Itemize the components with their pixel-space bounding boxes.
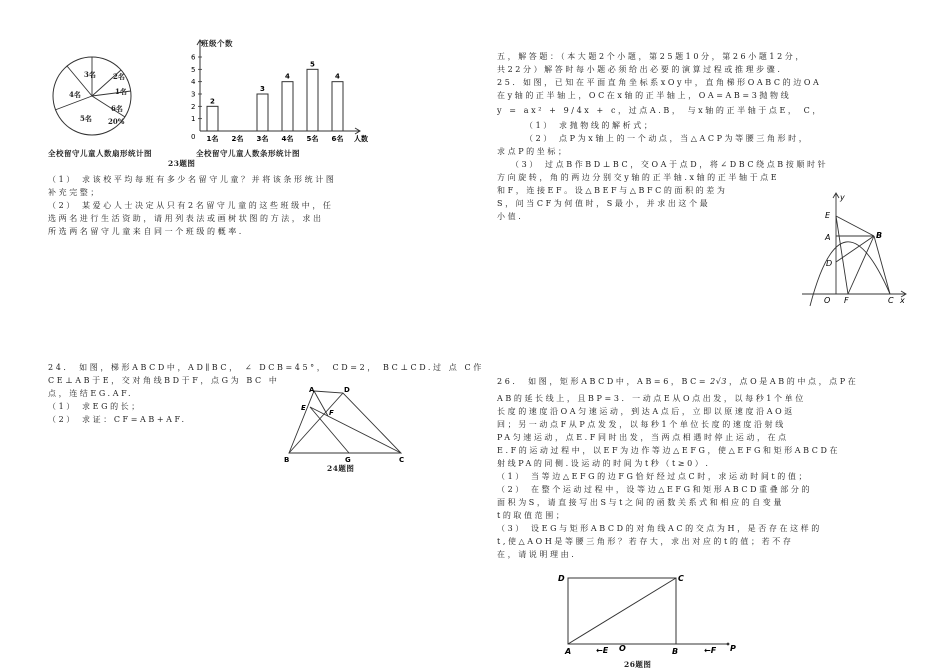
point-label: O	[619, 644, 626, 653]
y-tick-label: 6	[191, 53, 196, 62]
point-label: C	[888, 296, 894, 305]
bar	[257, 94, 268, 131]
pie-label-percent: 20%	[108, 117, 125, 126]
y-tick-label: 5	[191, 65, 196, 74]
q23-line: 所选两名留守儿童来自同一个班级的概率.	[48, 227, 244, 236]
point-label: ←F	[704, 646, 717, 655]
bar	[282, 82, 293, 131]
pie-caption: 全校留守儿童人数扇形统计图	[48, 149, 152, 158]
point-label: O	[824, 296, 831, 305]
x-category-label: 5名	[306, 135, 319, 143]
q26-first-line	[497, 375, 858, 388]
q25-line: （3） 过点B作BD⊥BC，交OA于点D，将∠DBC绕点B按顺时针	[511, 160, 829, 169]
q26-line: E.F的运动过程中，以EF为边作等边△EFG，使△EFG和矩形ABCD在	[497, 446, 841, 455]
pie-label-6: 6名	[111, 104, 123, 113]
q25-line: （2） 点P为x轴上的一个动点，当△ACP为等腰三角形时，	[525, 134, 810, 143]
q25-coordinate-figure	[800, 190, 912, 308]
point-label: C	[678, 574, 684, 583]
q24-text	[48, 361, 484, 426]
q25-line: 五，解答题：（本大题2个小题，第25题10分，第26小题12分，	[497, 52, 807, 61]
q24-line: 点，连结EG.AF.	[48, 389, 134, 398]
q25-line: 在y轴的正半轴上，OC在x轴的正半轴上，OA=AB=3抛物线	[497, 91, 792, 100]
point-label: D	[558, 574, 565, 583]
point-label: B	[284, 456, 290, 464]
pie-label-3: 3名	[84, 70, 96, 79]
bar-value-label: 3	[260, 85, 265, 93]
bar	[307, 69, 318, 131]
axis-label: y	[840, 193, 845, 202]
q26-figure-label: 26题图	[624, 660, 652, 669]
q25-line: S，问当CF为何值时，S最小，并求出这个最	[497, 199, 711, 208]
point-label: B	[672, 647, 679, 656]
bar-value-label: 2	[210, 97, 215, 106]
x-axis-title: 人数	[354, 135, 368, 143]
q24-line: （1） 求EG的长；	[48, 402, 142, 411]
q23-line: （2） 某爱心人士决定从只有2名留守儿童的这些班级中，任	[48, 201, 334, 210]
q26-line: 回；另一动点F从P点发发，以每秒1个单位长度的速度沿射线	[497, 420, 786, 429]
q26-line: （3） 设EG与矩形ABCD的对角线AC的交点为H，是否存在这样的	[497, 524, 822, 533]
bar-value-label: 5	[310, 60, 315, 69]
origin-label: 0	[191, 133, 196, 141]
point-label: F	[844, 296, 849, 305]
q26-line: （1） 当等边△EFG的边FG恰好经过点C时，求运动时间t的值；	[497, 472, 810, 481]
q23-line: （1） 求该校平均每班有多少名留守儿童？并将该条形统计图	[48, 175, 337, 184]
q25-line: 小值.	[497, 212, 524, 221]
q23-line: 选两名进行生活资助，请用列表法或画树状图的方法，求出	[48, 214, 324, 223]
q25-line: 25．如图，已知在平面直角坐标系xOy中，直角梯形OABC的边OA	[497, 78, 822, 87]
q25-line: 方向旋转，角的两边分别交y轴的正半轴.x轴的正半轴于点E	[497, 173, 780, 182]
bar	[332, 82, 343, 131]
pie-label-5: 5名	[80, 114, 92, 123]
pie-label-1: 1名	[115, 87, 127, 96]
x-category-label: 2名	[231, 135, 244, 143]
q25-line: 共22分）解答时每小题必须给出必要的演算过程或推理步骤.	[497, 65, 783, 74]
q24-line: CE⊥AB于E，交对角线BD于F，点G为 BC 中	[48, 376, 280, 385]
q26-rectangle-figure	[556, 570, 746, 656]
q26-line: AB的延长线上，且BP=3．一动点E从O点出发，以每秒1个单位	[497, 394, 806, 403]
q26-line: t的取值范围；	[497, 511, 567, 520]
q23-line: 补充完整；	[48, 188, 101, 197]
q24-line: （2） 求证：CF=AB+AF.	[48, 415, 187, 424]
y-tick-label: 2	[191, 102, 196, 111]
q23-text	[48, 173, 336, 238]
y-tick-label: 3	[191, 90, 196, 99]
bar-y-title: 班级个数	[201, 39, 233, 48]
q25-text	[497, 50, 828, 223]
point-label: D	[344, 386, 350, 394]
q26-text	[497, 375, 858, 561]
point-label: ←E	[596, 646, 609, 655]
pie-label-2: 2名	[113, 72, 125, 81]
point-label: A	[309, 386, 315, 394]
point-label: F	[329, 409, 334, 417]
q25-formula-line: y = ax² + 9/4x + c，过点A.B， 与x轴的正半轴于点E， C，	[497, 106, 823, 115]
q26-line-part: 26． 如图，矩形ABCD中，AB=6，BC=	[497, 377, 709, 386]
q26-sqrt: 2√3	[710, 377, 727, 386]
q25-line: （1） 求抛物线的解析式；	[525, 121, 655, 130]
q26-line: 面积为S，请直接写出S与t之间的函数关系式和相应的自变量	[497, 498, 784, 507]
pie-label-4: 4名	[69, 90, 81, 99]
q26-line: 长度的速度沿OA匀速运动，到达A点后，立即以原速度沿AO返	[497, 407, 795, 416]
y-tick-label: 4	[191, 78, 196, 87]
x-category-label: 4名	[281, 135, 294, 143]
y-tick-label: 1	[191, 115, 196, 124]
q26-line: （2） 在整个运动过程中，设等边△EFG和矩形ABCD重叠部分的	[497, 485, 813, 494]
q26-line-part: ，点O是AB的中点，点P在	[728, 377, 859, 386]
q24-trapezoid-figure	[280, 384, 410, 464]
bar	[207, 106, 218, 131]
q24-figure-label: 24题图	[327, 464, 355, 473]
point-label: A	[565, 647, 572, 656]
q26-line: 在，请说明理由.	[497, 550, 577, 559]
q25-line: 求点P的坐标；	[497, 147, 569, 156]
q24-line: 24． 如图，梯形ABCD中，AD∥BC， ∠ DCB=45°， CD=2， BC⊥CD.过 点 C作	[48, 363, 484, 372]
q25-line: 和F，连接EF。设△BEF与△BFC的面积的差为	[497, 186, 728, 195]
point-label: A	[825, 233, 831, 242]
bar-value-label: 4	[285, 72, 290, 81]
q23-figure-label: 23题图	[168, 159, 196, 168]
q26-line: t,使△AOH是等腰三角形？若存大，求出对应的t的值；若不存	[497, 537, 794, 546]
bar-caption: 全校留守儿童人数条形统计图	[196, 149, 300, 158]
point-label: G	[345, 456, 351, 464]
bar-value-label: 4	[335, 72, 340, 81]
x-category-label: 1名	[206, 135, 219, 143]
axis-label: x	[900, 296, 905, 305]
point-label: E	[301, 404, 306, 412]
q26-line: PA匀速运动，点E.F同时出发，当两点相遇时停止运动，在点	[497, 433, 789, 442]
point-label: E	[825, 211, 831, 220]
bar-chart	[182, 35, 378, 145]
point-label: D	[826, 259, 833, 268]
q26-line: 射线PA的同侧.设运动的时间为t秒（t≥0）.	[497, 459, 711, 468]
x-category-label: 3名	[256, 135, 269, 143]
point-label: P	[730, 644, 736, 653]
point-label: B	[876, 231, 883, 240]
x-category-label: 6名	[331, 135, 344, 143]
point-label: C	[399, 456, 405, 464]
